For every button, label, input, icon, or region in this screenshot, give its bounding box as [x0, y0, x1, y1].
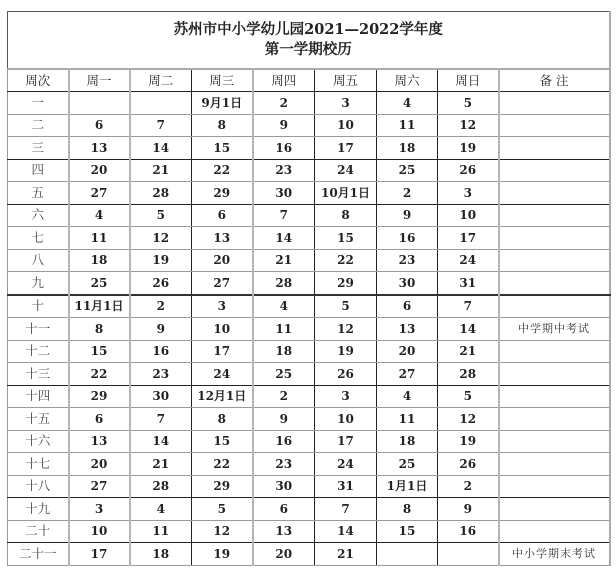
date-cell-thu: 11: [253, 318, 315, 341]
note-cell: [499, 430, 610, 453]
date-cell-sun: 12: [438, 408, 499, 431]
date-cell-tue: 19: [130, 249, 192, 272]
date-cell-sun: 26: [438, 159, 499, 182]
date-cell-mon: 22: [69, 363, 130, 386]
date-cell-tue: 4: [130, 498, 192, 521]
header-week: 周次: [8, 69, 69, 92]
date-cell-thu: 21: [253, 249, 315, 272]
note-cell: [499, 453, 610, 476]
table-row: [8, 453, 610, 476]
note-cell: [499, 363, 610, 386]
date-cell-sun: 19: [438, 430, 499, 453]
note-cell: [499, 498, 610, 521]
week-number: 六: [8, 204, 69, 227]
week-number: 十三: [8, 363, 69, 386]
table-row: [8, 520, 610, 543]
date-cell-tue: 28: [130, 182, 192, 205]
date-cell-tue: 28: [130, 475, 192, 498]
date-cell-wed: 22: [192, 159, 253, 182]
date-cell-wed: 29: [192, 182, 253, 205]
date-cell-mon: 20: [69, 453, 130, 476]
date-cell-sat: 18: [377, 430, 438, 453]
note-cell: 中学期中考试: [499, 318, 610, 341]
title-row: [8, 12, 610, 70]
table-row: [8, 340, 610, 363]
date-cell-wed: 22: [192, 453, 253, 476]
date-cell-sat: 13: [377, 318, 438, 341]
header-thu: 周四: [253, 69, 315, 92]
date-cell-sun: 3: [438, 182, 499, 205]
table-row: [8, 543, 610, 566]
week-number: 十: [8, 295, 69, 318]
date-cell-sun: 21: [438, 340, 499, 363]
date-cell-sat: 2: [377, 182, 438, 205]
date-cell-mon: 13: [69, 137, 130, 160]
date-cell-fri: 10月1日: [315, 182, 377, 205]
date-cell-thu: 30: [253, 182, 315, 205]
week-number: 二十: [8, 520, 69, 543]
week-number: 九: [8, 272, 69, 295]
date-cell-thu: 23: [253, 453, 315, 476]
date-cell-fri: 5: [315, 295, 377, 318]
date-cell-sun: 5: [438, 385, 499, 408]
table-row: [8, 159, 610, 182]
date-cell-sun: 7: [438, 295, 499, 318]
week-number: 十六: [8, 430, 69, 453]
date-cell-fri: 24: [315, 159, 377, 182]
date-cell-fri: 10: [315, 114, 377, 137]
note-cell: [499, 520, 610, 543]
week-number: 十七: [8, 453, 69, 476]
date-cell-fri: 3: [315, 385, 377, 408]
week-number: 二十一: [8, 543, 69, 566]
week-number: 十四: [8, 385, 69, 408]
note-cell: [499, 159, 610, 182]
date-cell-mon: 15: [69, 340, 130, 363]
date-cell-fri: 24: [315, 453, 377, 476]
date-cell-sun: 19: [438, 137, 499, 160]
note-cell: [499, 137, 610, 160]
week-number: 十八: [8, 475, 69, 498]
date-cell-thu: 7: [253, 204, 315, 227]
date-cell-tue: 5: [130, 204, 192, 227]
date-cell-tue: 12: [130, 227, 192, 250]
date-cell-mon: 8: [69, 318, 130, 341]
date-cell-wed: 27: [192, 272, 253, 295]
table-row: [8, 430, 610, 453]
table-row: [8, 295, 610, 318]
date-cell-sat: 9: [377, 204, 438, 227]
table-row: [8, 182, 610, 205]
date-cell-sun: 24: [438, 249, 499, 272]
date-cell-fri: 17: [315, 137, 377, 160]
date-cell-thu: 6: [253, 498, 315, 521]
date-cell-sat: 15: [377, 520, 438, 543]
title-line-2: 第一学期校历: [264, 41, 352, 58]
header-notes: 备 注: [499, 69, 610, 92]
note-cell: [499, 272, 610, 295]
date-cell-mon: 25: [69, 272, 130, 295]
date-cell-mon: 13: [69, 430, 130, 453]
date-cell-sat: 6: [377, 295, 438, 318]
week-number: 三: [8, 137, 69, 160]
date-cell-tue: 23: [130, 363, 192, 386]
date-cell-mon: 17: [69, 543, 130, 566]
header-sat: 周六: [377, 69, 438, 92]
date-cell-fri: 15: [315, 227, 377, 250]
date-cell-sat: 27: [377, 363, 438, 386]
date-cell-sat: 23: [377, 249, 438, 272]
date-cell-sun: 17: [438, 227, 499, 250]
date-cell-sun: 5: [438, 92, 499, 115]
date-cell-fri: 19: [315, 340, 377, 363]
date-cell-sat: 11: [377, 114, 438, 137]
date-cell-thu: 2: [253, 385, 315, 408]
table-row: [8, 204, 610, 227]
header-fri: 周五: [315, 69, 377, 92]
date-cell-fri: 3: [315, 92, 377, 115]
date-cell-wed: 15: [192, 430, 253, 453]
date-cell-mon: [69, 92, 130, 115]
week-number: 一: [8, 92, 69, 115]
date-cell-sat: 11: [377, 408, 438, 431]
date-cell-wed: 3: [192, 295, 253, 318]
date-cell-thu: 14: [253, 227, 315, 250]
date-cell-tue: 9: [130, 318, 192, 341]
table-row: [8, 272, 610, 295]
table-row: [8, 363, 610, 386]
date-cell-sun: 28: [438, 363, 499, 386]
date-cell-fri: 31: [315, 475, 377, 498]
date-cell-tue: [130, 92, 192, 115]
date-cell-mon: 3: [69, 498, 130, 521]
date-cell-sat: 4: [377, 92, 438, 115]
date-cell-sat: 1月1日: [377, 475, 438, 498]
date-cell-sat: 25: [377, 159, 438, 182]
date-cell-mon: 11月1日: [69, 295, 130, 318]
date-cell-fri: 12: [315, 318, 377, 341]
note-cell: [499, 475, 610, 498]
date-cell-thu: 20: [253, 543, 315, 566]
date-cell-sun: 2: [438, 475, 499, 498]
date-cell-sun: [438, 543, 499, 566]
table-row: [8, 408, 610, 431]
date-cell-fri: 14: [315, 520, 377, 543]
date-cell-tue: 2: [130, 295, 192, 318]
date-cell-tue: 30: [130, 385, 192, 408]
header-mon: 周一: [69, 69, 130, 92]
date-cell-sun: 26: [438, 453, 499, 476]
date-cell-fri: 10: [315, 408, 377, 431]
date-cell-sun: 9: [438, 498, 499, 521]
calendar-title: [8, 12, 610, 70]
header-row: [8, 69, 610, 92]
note-cell: [499, 295, 610, 318]
date-cell-fri: 7: [315, 498, 377, 521]
note-cell: [499, 249, 610, 272]
date-cell-thu: 30: [253, 475, 315, 498]
date-cell-wed: 17: [192, 340, 253, 363]
date-cell-fri: 26: [315, 363, 377, 386]
date-cell-wed: 9月1日: [192, 92, 253, 115]
table-row: [8, 385, 610, 408]
date-cell-wed: 8: [192, 408, 253, 431]
date-cell-sat: 4: [377, 385, 438, 408]
date-cell-sun: 16: [438, 520, 499, 543]
date-cell-tue: 21: [130, 453, 192, 476]
date-cell-wed: 6: [192, 204, 253, 227]
date-cell-sat: 16: [377, 227, 438, 250]
table-row: [8, 318, 610, 341]
date-cell-wed: 10: [192, 318, 253, 341]
date-cell-fri: 21: [315, 543, 377, 566]
date-cell-fri: 29: [315, 272, 377, 295]
date-cell-thu: 16: [253, 137, 315, 160]
note-cell: [499, 92, 610, 115]
table-row: [8, 498, 610, 521]
table-row: [8, 92, 610, 115]
header-wed: 周三: [192, 69, 253, 92]
table-row: [8, 227, 610, 250]
week-number: 二: [8, 114, 69, 137]
date-cell-sat: [377, 543, 438, 566]
note-cell: [499, 408, 610, 431]
date-cell-wed: 5: [192, 498, 253, 521]
note-cell: 中小学期末考试: [499, 543, 610, 566]
school-calendar: [7, 11, 609, 566]
note-cell: [499, 385, 610, 408]
date-cell-tue: 16: [130, 340, 192, 363]
table-row: [8, 475, 610, 498]
date-cell-thu: 9: [253, 114, 315, 137]
date-cell-thu: 28: [253, 272, 315, 295]
title-line-1: 苏州市中小学幼儿园2021—2022学年度: [173, 21, 443, 38]
date-cell-tue: 14: [130, 430, 192, 453]
date-cell-sat: 8: [377, 498, 438, 521]
date-cell-thu: 9: [253, 408, 315, 431]
date-cell-wed: 29: [192, 475, 253, 498]
date-cell-thu: 23: [253, 159, 315, 182]
date-cell-mon: 11: [69, 227, 130, 250]
date-cell-fri: 17: [315, 430, 377, 453]
date-cell-thu: 2: [253, 92, 315, 115]
date-cell-mon: 6: [69, 408, 130, 431]
header-sun: 周日: [438, 69, 499, 92]
week-number: 七: [8, 227, 69, 250]
note-cell: [499, 182, 610, 205]
date-cell-thu: 25: [253, 363, 315, 386]
week-number: 四: [8, 159, 69, 182]
date-cell-mon: 4: [69, 204, 130, 227]
date-cell-tue: 7: [130, 114, 192, 137]
date-cell-tue: 21: [130, 159, 192, 182]
date-cell-wed: 20: [192, 249, 253, 272]
header-tue: 周二: [130, 69, 192, 92]
note-cell: [499, 227, 610, 250]
week-number: 十五: [8, 408, 69, 431]
date-cell-sat: 18: [377, 137, 438, 160]
date-cell-wed: 19: [192, 543, 253, 566]
table-row: [8, 137, 610, 160]
date-cell-wed: 8: [192, 114, 253, 137]
date-cell-wed: 24: [192, 363, 253, 386]
date-cell-sun: 14: [438, 318, 499, 341]
date-cell-wed: 12月1日: [192, 385, 253, 408]
date-cell-wed: 13: [192, 227, 253, 250]
note-cell: [499, 114, 610, 137]
note-cell: [499, 340, 610, 363]
date-cell-mon: 27: [69, 475, 130, 498]
date-cell-sat: 20: [377, 340, 438, 363]
date-cell-mon: 6: [69, 114, 130, 137]
date-cell-mon: 29: [69, 385, 130, 408]
date-cell-fri: 22: [315, 249, 377, 272]
date-cell-mon: 10: [69, 520, 130, 543]
date-cell-sat: 25: [377, 453, 438, 476]
date-cell-tue: 26: [130, 272, 192, 295]
date-cell-sun: 10: [438, 204, 499, 227]
date-cell-wed: 12: [192, 520, 253, 543]
date-cell-tue: 11: [130, 520, 192, 543]
week-number: 五: [8, 182, 69, 205]
table-row: [8, 249, 610, 272]
date-cell-mon: 27: [69, 182, 130, 205]
date-cell-thu: 18: [253, 340, 315, 363]
date-cell-sun: 31: [438, 272, 499, 295]
date-cell-tue: 14: [130, 137, 192, 160]
week-number: 十一: [8, 318, 69, 341]
date-cell-thu: 13: [253, 520, 315, 543]
calendar-table: [7, 11, 611, 566]
date-cell-tue: 18: [130, 543, 192, 566]
week-number: 十二: [8, 340, 69, 363]
calendar-body: [8, 92, 610, 566]
date-cell-mon: 18: [69, 249, 130, 272]
date-cell-wed: 15: [192, 137, 253, 160]
date-cell-fri: 8: [315, 204, 377, 227]
date-cell-mon: 20: [69, 159, 130, 182]
date-cell-thu: 4: [253, 295, 315, 318]
note-cell: [499, 204, 610, 227]
week-number: 八: [8, 249, 69, 272]
week-number: 十九: [8, 498, 69, 521]
date-cell-sat: 30: [377, 272, 438, 295]
date-cell-thu: 16: [253, 430, 315, 453]
date-cell-tue: 7: [130, 408, 192, 431]
table-row: [8, 114, 610, 137]
date-cell-sun: 12: [438, 114, 499, 137]
